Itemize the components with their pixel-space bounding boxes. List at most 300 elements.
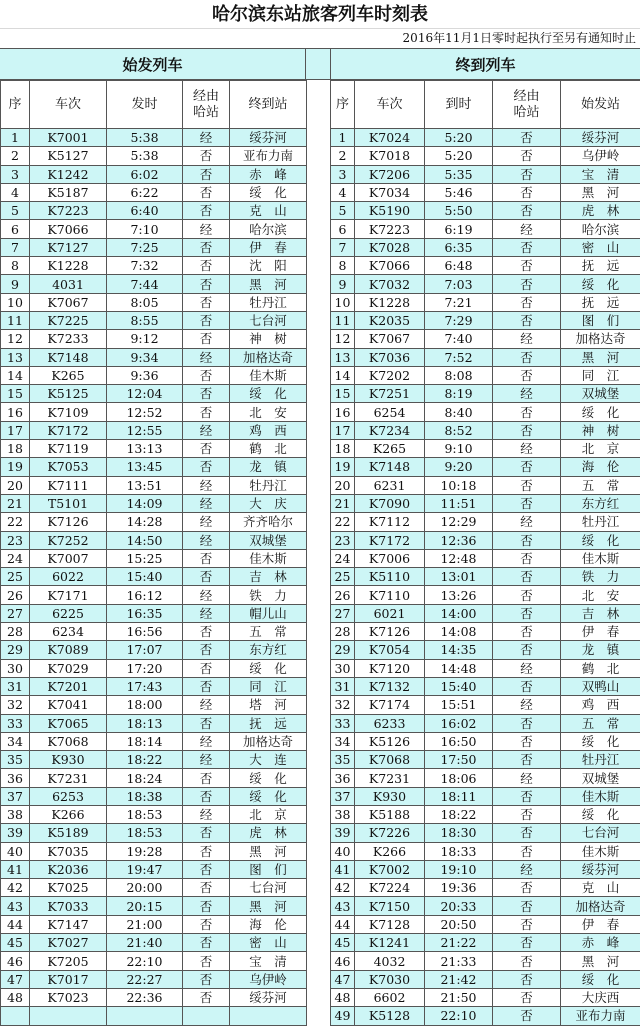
cell-train-number: K266: [30, 805, 107, 823]
cell-seq: 10: [1, 293, 30, 311]
cell-station: 大庆西: [561, 988, 640, 1006]
table-row: [1, 421, 307, 439]
cell-train-number: K7112: [355, 513, 425, 531]
cell-station: 吉 林: [561, 604, 640, 622]
cell-seq: 8: [331, 257, 355, 275]
cell-station: 同 江: [561, 366, 640, 384]
cell-time: 21:33: [425, 952, 493, 970]
cell-station: 齐齐哈尔: [230, 513, 307, 531]
cell-station: 北 安: [561, 586, 640, 604]
cell-station: 抚 远: [230, 714, 307, 732]
cell-station: 图 们: [561, 311, 640, 329]
table-row: [331, 366, 640, 384]
cell-time: 18:30: [425, 824, 493, 842]
cell-train-number: K7006: [355, 549, 425, 567]
cell-time: 22:10: [425, 1007, 493, 1025]
cell-seq: 40: [1, 842, 30, 860]
cell-time: 15:25: [107, 549, 183, 567]
cell-seq: 35: [1, 751, 30, 769]
cell-time: 7:40: [425, 330, 493, 348]
table-row: [1, 311, 307, 329]
table-row: [1, 751, 307, 769]
cell-station: 北 京: [230, 805, 307, 823]
cell-via-harbin: 否: [183, 165, 230, 183]
cell-train-number: K7090: [355, 494, 425, 512]
cell-station: 绥 化: [561, 275, 640, 293]
cell-time: 17:07: [107, 641, 183, 659]
cell-via-harbin: 经: [493, 860, 561, 878]
cell-station: 克 山: [230, 202, 307, 220]
cell-train-number: K7206: [355, 165, 425, 183]
cell-train-number: K1241: [355, 934, 425, 952]
table-row: [1, 732, 307, 750]
cell-via-harbin: 经: [183, 129, 230, 147]
table-gap: [306, 80, 330, 1014]
cell-via-harbin: 否: [183, 769, 230, 787]
cell-time: 17:43: [107, 677, 183, 695]
cell-station: 绥芬河: [230, 988, 307, 1006]
cell-time: 6:48: [425, 257, 493, 275]
cell-time: [107, 1007, 183, 1025]
header-arrive-time: 到时: [425, 81, 493, 129]
cell-seq: 2: [331, 147, 355, 165]
table-row: [331, 952, 640, 970]
cell-via-harbin: 否: [493, 348, 561, 366]
table-row: [1, 129, 307, 147]
cell-via-harbin: 经: [183, 348, 230, 366]
cell-time: 20:50: [425, 915, 493, 933]
cell-time: 5:35: [425, 165, 493, 183]
cell-train-number: K7172: [355, 531, 425, 549]
cell-seq: 28: [1, 623, 30, 641]
header-train: 车次: [355, 81, 425, 129]
table-row: [331, 1007, 640, 1025]
cell-station: 绥 化: [561, 970, 640, 988]
departures-section-title: 始发列车: [0, 48, 306, 80]
cell-via-harbin: 否: [493, 988, 561, 1006]
cell-seq: 43: [331, 897, 355, 915]
cell-time: 12:04: [107, 385, 183, 403]
cell-train-number: K7029: [30, 659, 107, 677]
cell-time: 22:27: [107, 970, 183, 988]
cell-via-harbin: 否: [493, 732, 561, 750]
cell-via-harbin: 否: [493, 202, 561, 220]
cell-train-number: 6231: [355, 476, 425, 494]
cell-train-number: K7017: [30, 970, 107, 988]
cell-via-harbin: 经: [183, 604, 230, 622]
cell-seq: 14: [1, 366, 30, 384]
cell-via-harbin: 否: [183, 293, 230, 311]
cell-station: 宝 清: [230, 952, 307, 970]
table-row: [331, 257, 640, 275]
cell-seq: 7: [331, 238, 355, 256]
cell-via-harbin: 否: [493, 897, 561, 915]
table-row: [1, 988, 307, 1006]
cell-station: 龙 镇: [230, 458, 307, 476]
cell-train-number: K7109: [30, 403, 107, 421]
cell-seq: 2: [1, 147, 30, 165]
table-row: [331, 659, 640, 677]
cell-time: 13:13: [107, 440, 183, 458]
cell-station: 哈尔滨: [561, 220, 640, 238]
cell-train-number: K7128: [355, 915, 425, 933]
cell-station: 抚 远: [561, 257, 640, 275]
cell-via-harbin: 否: [183, 623, 230, 641]
cell-via-harbin: 否: [493, 623, 561, 641]
cell-station: 虎 林: [561, 202, 640, 220]
cell-train-number: K7067: [30, 293, 107, 311]
cell-time: 5:46: [425, 183, 493, 201]
cell-seq: 30: [331, 659, 355, 677]
cell-train-number: K7023: [30, 988, 107, 1006]
cell-train-number: K7027: [30, 934, 107, 952]
cell-station: 东方红: [230, 641, 307, 659]
cell-time: 12:36: [425, 531, 493, 549]
cell-train-number: K7001: [30, 129, 107, 147]
cell-train-number: K7171: [30, 586, 107, 604]
table-row: [1, 147, 307, 165]
cell-time: 14:09: [107, 494, 183, 512]
cell-seq: 22: [1, 513, 30, 531]
cell-via-harbin: 经: [493, 769, 561, 787]
cell-station: 克 山: [561, 879, 640, 897]
cell-station: 伊 春: [230, 238, 307, 256]
table-row: [1, 970, 307, 988]
cell-time: 16:56: [107, 623, 183, 641]
cell-seq: 10: [331, 293, 355, 311]
cell-station: 乌伊岭: [230, 970, 307, 988]
cell-train-number: K2036: [30, 860, 107, 878]
cell-station: 五 常: [561, 476, 640, 494]
cell-seq: 39: [1, 824, 30, 842]
cell-train-number: K7036: [355, 348, 425, 366]
cell-seq: 47: [1, 970, 30, 988]
cell-seq: 42: [331, 879, 355, 897]
cell-train-number: K265: [355, 440, 425, 458]
cell-station: 铁 力: [561, 568, 640, 586]
cell-via-harbin: 否: [493, 915, 561, 933]
cell-via-harbin: 否: [183, 915, 230, 933]
cell-time: 20:15: [107, 897, 183, 915]
table-row: [1, 403, 307, 421]
table-row: [1, 897, 307, 915]
cell-via-harbin: 经: [183, 751, 230, 769]
cell-time: 13:45: [107, 458, 183, 476]
table-row: [331, 183, 640, 201]
cell-station: 佳木斯: [230, 366, 307, 384]
cell-train-number: K7034: [355, 183, 425, 201]
cell-station: 黑 河: [561, 183, 640, 201]
table-row: [1, 696, 307, 714]
cell-via-harbin: 经: [493, 385, 561, 403]
cell-station: 七台河: [230, 311, 307, 329]
cell-time: 18:53: [107, 805, 183, 823]
cell-seq: 17: [331, 421, 355, 439]
cell-via-harbin: 否: [183, 988, 230, 1006]
cell-time: 20:33: [425, 897, 493, 915]
table-row: [331, 915, 640, 933]
cell-via-harbin: 否: [493, 366, 561, 384]
cell-seq: 46: [1, 952, 30, 970]
cell-station: 大 连: [230, 751, 307, 769]
cell-seq: 13: [1, 348, 30, 366]
table-row: [1, 348, 307, 366]
cell-station: 黑 河: [561, 952, 640, 970]
cell-train-number: K7202: [355, 366, 425, 384]
table-row: [1, 952, 307, 970]
cell-time: 7:44: [107, 275, 183, 293]
cell-time: 21:50: [425, 988, 493, 1006]
cell-station: 绥 化: [561, 403, 640, 421]
table-row: [1, 879, 307, 897]
cell-train-number: K7018: [355, 147, 425, 165]
cell-station: 绥 化: [561, 732, 640, 750]
table-row: [1, 805, 307, 823]
cell-time: 12:48: [425, 549, 493, 567]
table-row: [1, 842, 307, 860]
table-row: [331, 293, 640, 311]
cell-train-number: K1242: [30, 165, 107, 183]
cell-via-harbin: 否: [493, 275, 561, 293]
page-title: 哈尔滨东站旅客列车时刻表: [0, 0, 640, 29]
cell-via-harbin: 否: [493, 494, 561, 512]
cell-via-harbin: 否: [493, 604, 561, 622]
cell-train-number: K5189: [30, 824, 107, 842]
cell-train-number: K7035: [30, 842, 107, 860]
cell-station: 绥 化: [230, 769, 307, 787]
cell-seq: 42: [1, 879, 30, 897]
cell-seq: 16: [331, 403, 355, 421]
cell-time: 17:50: [425, 751, 493, 769]
cell-time: 16:02: [425, 714, 493, 732]
cell-station: 七台河: [561, 824, 640, 842]
table-row: [331, 787, 640, 805]
cell-via-harbin: 否: [493, 183, 561, 201]
cell-time: 8:19: [425, 385, 493, 403]
table-row: [331, 988, 640, 1006]
table-row: [1, 549, 307, 567]
header-via-line1: 经由: [193, 89, 219, 104]
cell-via-harbin: 经: [183, 732, 230, 750]
table-row: [1, 860, 307, 878]
cell-time: 10:18: [425, 476, 493, 494]
cell-seq: 12: [331, 330, 355, 348]
cell-seq: 35: [331, 751, 355, 769]
cell-time: 11:51: [425, 494, 493, 512]
cell-train-number: K7225: [30, 311, 107, 329]
cell-station: 佳木斯: [561, 787, 640, 805]
cell-via-harbin: 否: [183, 385, 230, 403]
cell-train-number: 6253: [30, 787, 107, 805]
cell-seq: 37: [1, 787, 30, 805]
cell-via-harbin: 经: [183, 421, 230, 439]
cell-station: 五 常: [561, 714, 640, 732]
table-row: [1, 330, 307, 348]
cell-station: 鸡 西: [561, 696, 640, 714]
section-gap: [306, 48, 330, 80]
cell-time: 21:42: [425, 970, 493, 988]
table-row: [1, 623, 307, 641]
cell-seq: 8: [1, 257, 30, 275]
cell-station: 神 树: [230, 330, 307, 348]
cell-time: 18:06: [425, 769, 493, 787]
table-row: [331, 824, 640, 842]
cell-station: 乌伊岭: [561, 147, 640, 165]
cell-time: 7:29: [425, 311, 493, 329]
cell-time: 18:38: [107, 787, 183, 805]
cell-via-harbin: 经: [183, 494, 230, 512]
cell-seq: 29: [1, 641, 30, 659]
cell-train-number: K7066: [30, 220, 107, 238]
table-row: [1, 494, 307, 512]
cell-seq: 48: [331, 988, 355, 1006]
cell-via-harbin: 经: [183, 476, 230, 494]
cell-station: 塔 河: [230, 696, 307, 714]
arrivals-body: [331, 129, 640, 1026]
cell-time: 5:20: [425, 147, 493, 165]
table-row: [1, 165, 307, 183]
header-seq: 序: [1, 81, 30, 129]
cell-station: 加格达奇: [561, 897, 640, 915]
cell-seq: 45: [331, 934, 355, 952]
cell-station: 伊 春: [561, 623, 640, 641]
cell-station: 黑 河: [230, 897, 307, 915]
table-row: [1, 1007, 307, 1025]
cell-train-number: K2035: [355, 311, 425, 329]
cell-train-number: K7224: [355, 879, 425, 897]
cell-via-harbin: 否: [183, 641, 230, 659]
cell-time: 7:52: [425, 348, 493, 366]
cell-station: 黑 河: [561, 348, 640, 366]
cell-seq: 4: [331, 183, 355, 201]
cell-train-number: K7251: [355, 385, 425, 403]
cell-seq: 24: [1, 549, 30, 567]
cell-train-number: K7054: [355, 641, 425, 659]
cell-seq: 16: [1, 403, 30, 421]
table-row: [331, 732, 640, 750]
cell-train-number: K7172: [30, 421, 107, 439]
table-row: [1, 677, 307, 695]
cell-seq: 7: [1, 238, 30, 256]
cell-via-harbin: 否: [183, 458, 230, 476]
departures-header-row: [1, 81, 307, 129]
table-row: [1, 440, 307, 458]
cell-station: 吉 林: [230, 568, 307, 586]
cell-station: 虎 林: [230, 824, 307, 842]
table-row: [331, 275, 640, 293]
table-row: [1, 202, 307, 220]
table-row: [331, 403, 640, 421]
arrivals-header-row: [331, 81, 640, 129]
cell-via-harbin: 否: [183, 366, 230, 384]
cell-train-number: K7067: [355, 330, 425, 348]
cell-via-harbin: 否: [493, 714, 561, 732]
cell-time: 14:48: [425, 659, 493, 677]
cell-seq: 19: [1, 458, 30, 476]
cell-via-harbin: 否: [493, 879, 561, 897]
table-row: [1, 257, 307, 275]
cell-via-harbin: 否: [493, 952, 561, 970]
cell-time: 14:08: [425, 623, 493, 641]
cell-time: 18:13: [107, 714, 183, 732]
cell-seq: 32: [331, 696, 355, 714]
table-row: [1, 769, 307, 787]
table-row: [331, 604, 640, 622]
cell-station: 黑 河: [230, 275, 307, 293]
table-row: [331, 129, 640, 147]
cell-via-harbin: 否: [493, 677, 561, 695]
cell-train-number: K7032: [355, 275, 425, 293]
cell-seq: 33: [331, 714, 355, 732]
cell-time: 13:26: [425, 586, 493, 604]
cell-time: 6:22: [107, 183, 183, 201]
cell-seq: 20: [331, 476, 355, 494]
table-row: [331, 494, 640, 512]
cell-station: 佳木斯: [561, 549, 640, 567]
table-row: [1, 220, 307, 238]
cell-train-number: K5125: [30, 385, 107, 403]
cell-via-harbin: 否: [183, 842, 230, 860]
header-terminal-station: 终到站: [230, 81, 307, 129]
cell-train-number: K7041: [30, 696, 107, 714]
cell-train-number: K7120: [355, 659, 425, 677]
cell-seq: 13: [331, 348, 355, 366]
cell-train-number: 6254: [355, 403, 425, 421]
cell-seq: 38: [331, 805, 355, 823]
cell-train-number: K7002: [355, 860, 425, 878]
cell-via-harbin: 经: [493, 696, 561, 714]
arrivals-section-title: 终到列车: [330, 48, 640, 80]
cell-seq: 18: [1, 440, 30, 458]
table-row: [331, 842, 640, 860]
cell-via-harbin: 否: [493, 421, 561, 439]
cell-station: 赤 峰: [561, 934, 640, 952]
cell-seq: 27: [331, 604, 355, 622]
effective-date-note: 2016年11月1日零时起执行至另有通知时止: [0, 29, 636, 48]
cell-time: 21:00: [107, 915, 183, 933]
cell-time: 9:12: [107, 330, 183, 348]
table-row: [1, 714, 307, 732]
departures-body: [1, 129, 307, 1026]
cell-seq: 1: [1, 129, 30, 147]
cell-train-number: K7024: [355, 129, 425, 147]
cell-via-harbin: 否: [183, 275, 230, 293]
table-row: [1, 915, 307, 933]
cell-time: 8:40: [425, 403, 493, 421]
cell-seq: 18: [331, 440, 355, 458]
cell-time: 19:28: [107, 842, 183, 860]
cell-station: 加格达奇: [230, 348, 307, 366]
cell-train-number: K7111: [30, 476, 107, 494]
table-row: [331, 458, 640, 476]
cell-via-harbin: 否: [183, 824, 230, 842]
cell-seq: 28: [331, 623, 355, 641]
cell-time: 7:10: [107, 220, 183, 238]
table-row: [331, 623, 640, 641]
cell-station: 北 京: [561, 440, 640, 458]
cell-station: 加格达奇: [561, 330, 640, 348]
cell-time: 21:40: [107, 934, 183, 952]
cell-station: 绥芬河: [561, 129, 640, 147]
cell-train-number: K7053: [30, 458, 107, 476]
cell-time: 7:25: [107, 238, 183, 256]
cell-station: 抚 远: [561, 293, 640, 311]
header-via-harbin: [183, 81, 230, 129]
cell-seq: 24: [331, 549, 355, 567]
cell-via-harbin: 否: [493, 311, 561, 329]
cell-time: 18:24: [107, 769, 183, 787]
cell-station: 鹤 北: [230, 440, 307, 458]
